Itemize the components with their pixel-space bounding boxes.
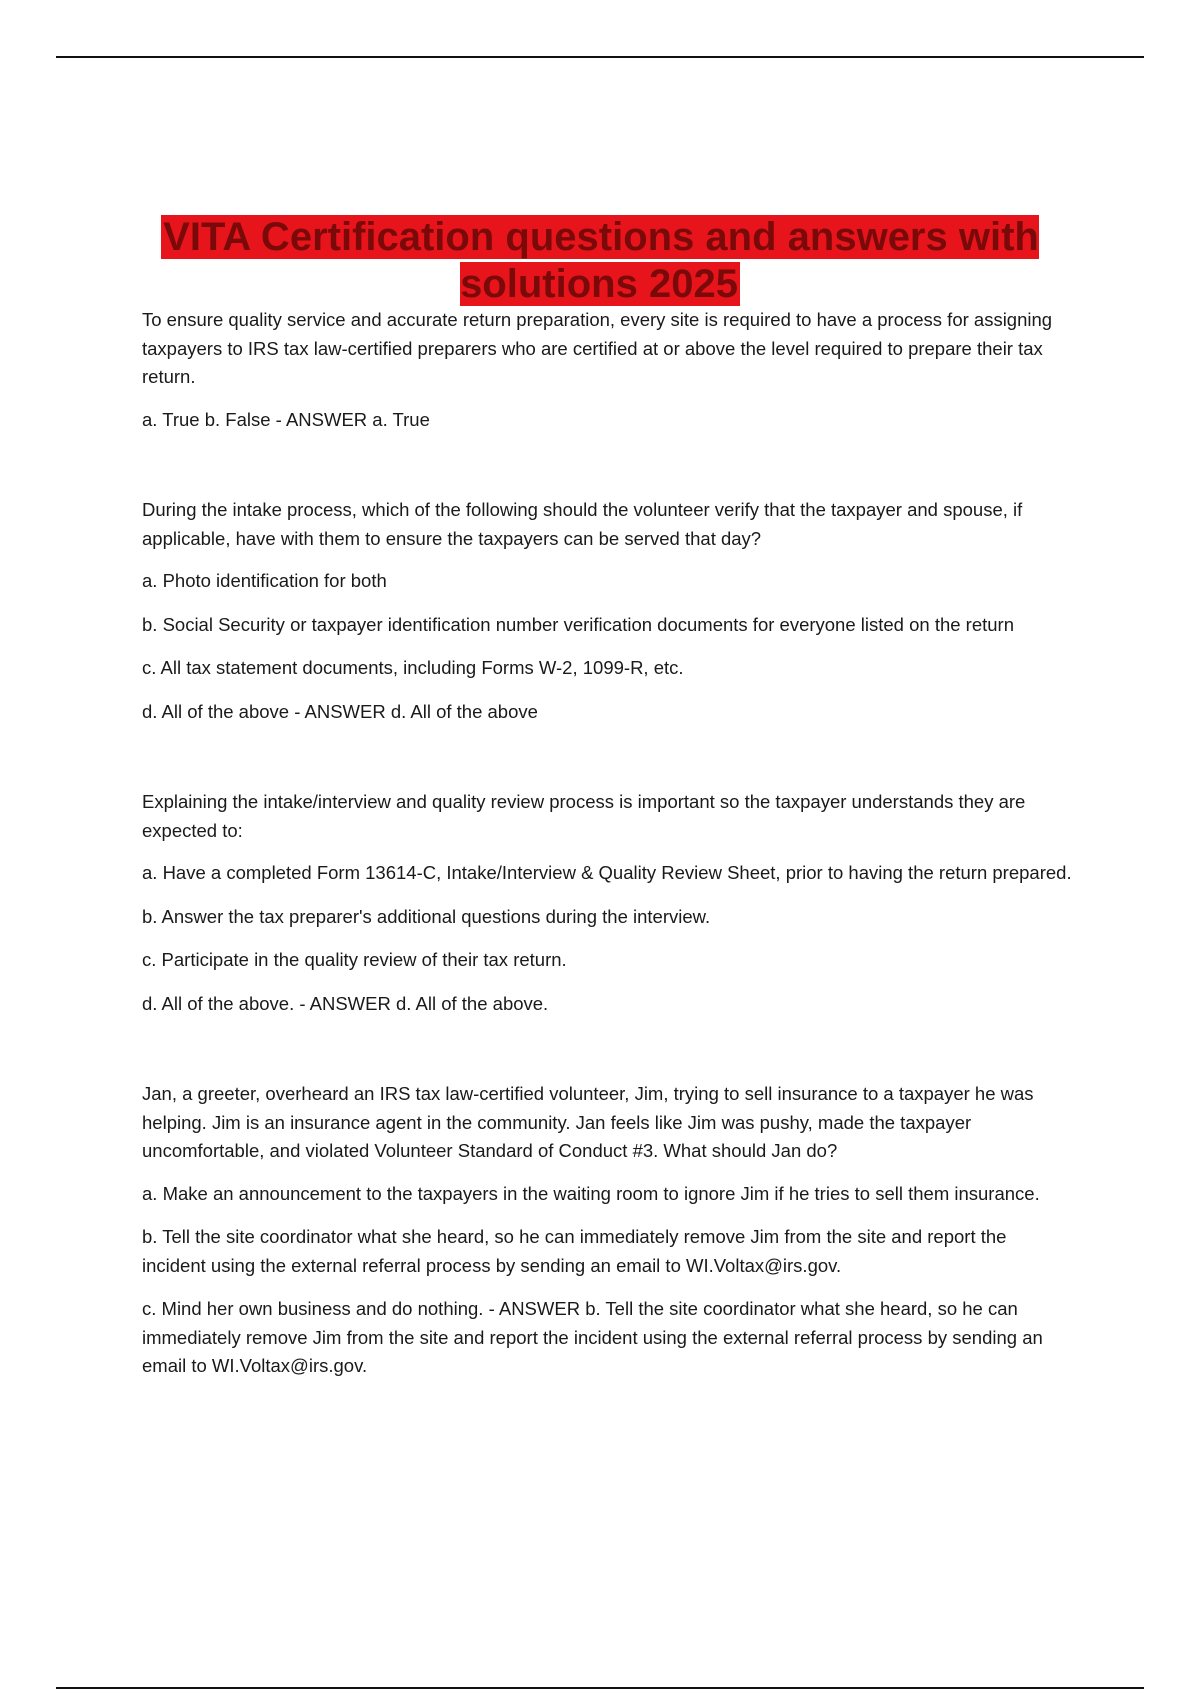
question-text: Jan, a greeter, overheard an IRS tax law-certified volunteer, Jim, trying to sell insurance to a taxpayer he was helping. Jim is an insurance agent in the community. Jan feels like Jim was pushy, made the taxpayer uncomfortable, and violated Volunteer Standard of Conduct #3. What should Jan do? xyxy=(142,1083,1034,1161)
question-text: To ensure quality service and accurate return preparation, every site is required to have a process for assigning taxpayers to IRS tax law-certified preparers who are certified at or above the level required to prepare their tax return. xyxy=(142,309,1053,387)
qa-list xyxy=(142,306,1072,1443)
qa-item-1 xyxy=(142,306,1072,434)
answer-option: b. Social Security or taxpayer identification number verification documents for everyone listed on the return xyxy=(142,613,1015,635)
answer-option: a. Photo identification for both xyxy=(142,570,387,591)
answer-option: a. True b. False - ANSWER a. True xyxy=(142,408,430,430)
question-text: Explaining the intake/interview and quality review process is important so the taxpayer understands they are expected to: xyxy=(142,791,1026,841)
answer-option: d. All of the above - ANSWER d. All of the above xyxy=(142,700,538,722)
answer-option: b. Answer the tax preparer's additional questions during the interview. xyxy=(142,905,711,927)
answer-option: c. Mind her own business and do nothing. - ANSWER b. Tell the site coordinator what she heard, so he can immediately remove Jim from the site and report the incident using the external referral process by sending an email to WI.Voltax@irs.gov. xyxy=(142,1298,1043,1376)
answer-option: c. All tax statement documents, including Forms W-2, 1099-R, etc. xyxy=(142,657,684,678)
qa-item-2 xyxy=(142,496,1072,726)
top-rule xyxy=(56,56,1144,58)
answer-option: d. All of the above. - ANSWER d. All of the above. xyxy=(142,992,549,1014)
title-block xyxy=(100,214,1100,308)
document-title: VITA Certification questions and answers with solutions 2025 xyxy=(163,215,1039,306)
answer-option: b. Tell the site coordinator what she heard, so he can immediately remove Jim from the site and report the incident using the external referral process by sending an email to WI.Voltax@irs.gov. xyxy=(142,1226,1007,1276)
bottom-rule xyxy=(56,1687,1144,1689)
answer-option: a. Have a completed Form 13614-C, Intake/Interview & Quality Review Sheet, prior to having the return prepared. xyxy=(142,862,1072,883)
qa-item-3 xyxy=(142,788,1072,1018)
qa-item-4 xyxy=(142,1080,1072,1381)
answer-option: c. Participate in the quality review of their tax return. xyxy=(142,949,567,970)
question-text: During the intake process, which of the following should the volunteer verify that the taxpayer and spouse, if applicable, have with them to ensure the taxpayers can be served that day? xyxy=(142,499,1023,549)
answer-option: a. Make an announcement to the taxpayers in the waiting room to ignore Jim if he tries to sell them insurance. xyxy=(142,1182,1040,1204)
